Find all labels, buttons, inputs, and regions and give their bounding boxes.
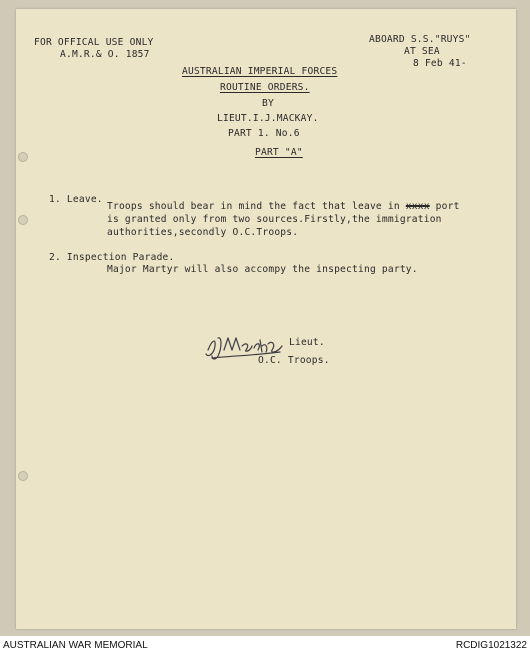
- document-title: AUSTRALIAN IMPERIAL FORCES: [182, 66, 338, 77]
- signatory-title: O.C. Troops.: [258, 355, 330, 366]
- document-date: 8 Feb 41-: [413, 58, 467, 69]
- item-heading: 2. Inspection Parade.: [49, 252, 175, 263]
- location-line: ABOARD S.S."RUYS": [369, 34, 471, 45]
- classification-line: FOR OFFICAL USE ONLY: [34, 37, 154, 48]
- part-heading: PART "A": [255, 147, 303, 158]
- item-heading: 1. Leave.: [49, 194, 103, 205]
- item-text: Major Martyr will also accompy the inspecting party.: [107, 264, 418, 275]
- signatory-rank: Lieut.: [289, 337, 325, 348]
- title-by: BY: [262, 98, 274, 109]
- struck-out-word: xxxx: [405, 201, 430, 212]
- item-text: Troops should bear in mind the fact that leave in xxxx port: [107, 201, 460, 212]
- archive-footer: [0, 638, 530, 654]
- item-text: authorities,secondly O.C.Troops.: [107, 227, 299, 238]
- archive-id: RCDIG1021322: [455, 640, 527, 651]
- location-sea: AT SEA: [404, 46, 440, 57]
- punch-hole: [18, 152, 28, 162]
- part-number: PART 1. No.6: [228, 128, 300, 139]
- punch-hole: [18, 215, 28, 225]
- punch-hole: [18, 471, 28, 481]
- issuing-officer: LIEUT.I.J.MACKAY.: [217, 113, 319, 124]
- archive-name: AUSTRALIAN WAR MEMORIAL: [3, 640, 148, 651]
- document-subtitle: ROUTINE ORDERS.: [220, 82, 310, 93]
- item-text: is granted only from two sources.Firstly,the immigration: [107, 214, 442, 225]
- document-page: [16, 9, 516, 629]
- reference-line: A.M.R.& O. 1857: [60, 49, 150, 60]
